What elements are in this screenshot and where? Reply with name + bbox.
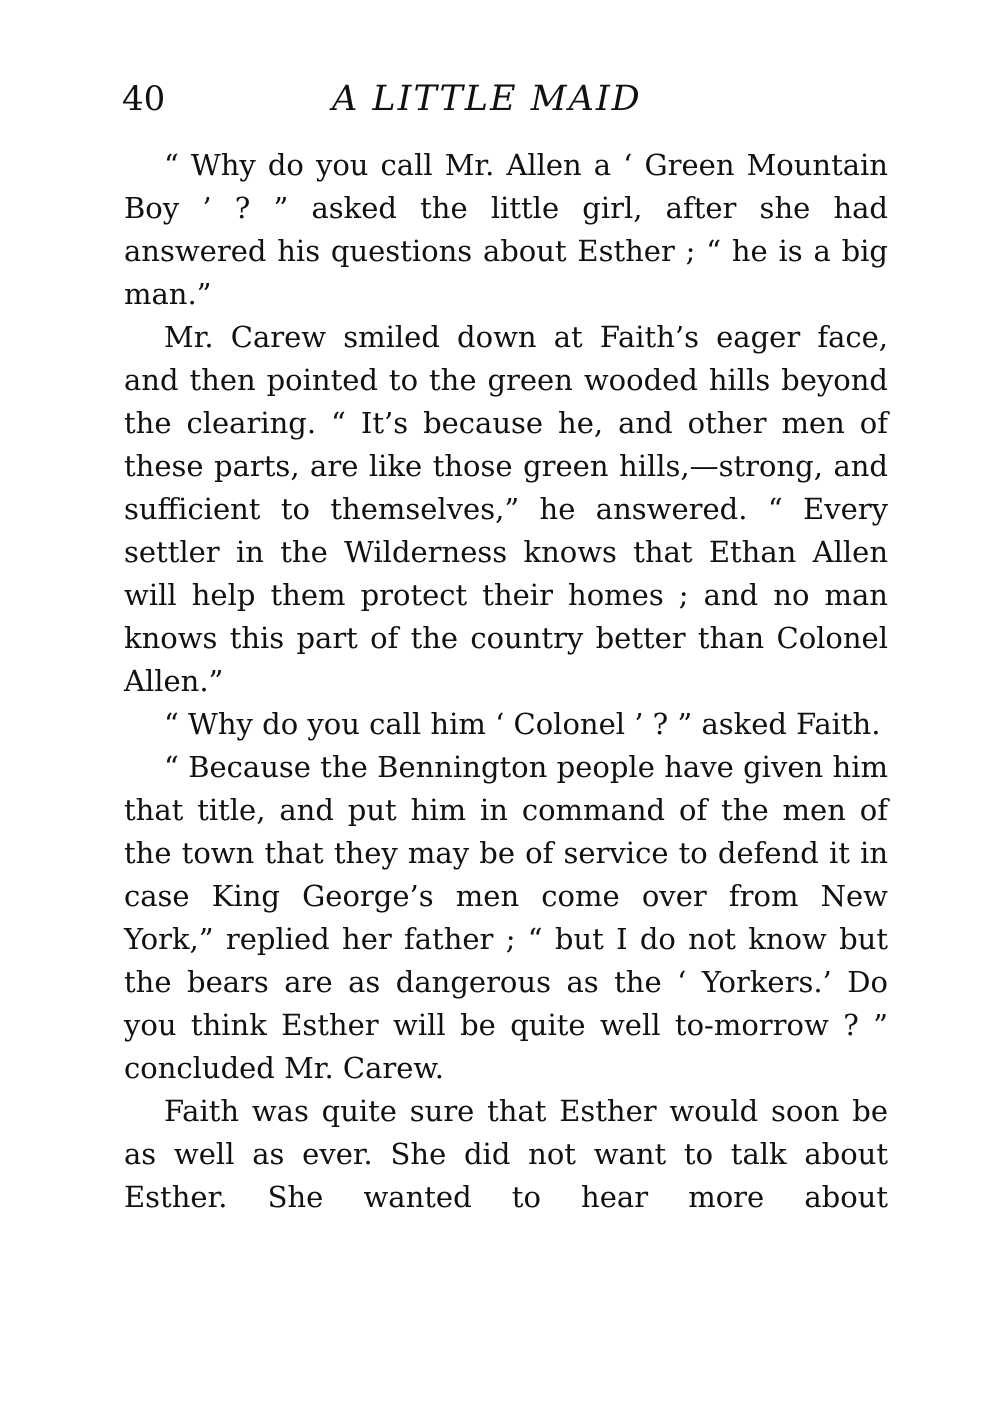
page-number: 40 — [122, 79, 166, 119]
book-title: A LITTLE MAID — [332, 79, 642, 119]
paragraph-carew-answer: Mr. Carew smiled down at Faith’s eager face, and then pointed to the green wooded hills beyond the clearing. “ It’s because he, and other men of these parts, are like those green hills,—strong, and sufficient to themselves,” he answered. “ Every settler in the Wilderness knows that Ethan Allen will help them protect their homes ; and no man knows this part of the country better than Colonel Allen.” — [124, 320, 888, 698]
paragraph-green-mountain-question: “ Why do you call Mr. Allen a ‘ Green Mountain Boy ’ ? ” asked the little girl, after she had answered his questions about Esther ; “ he is a big man.” — [124, 148, 888, 311]
paragraph-faith-esther: Faith was quite sure that Esther would soon be as well as ever. She did not want to talk about Esther. She wanted to hear more about — [124, 1094, 888, 1214]
paragraph-colonel-question: “ Why do you call him ‘ Colonel ’ ? ” asked Faith. — [164, 707, 881, 741]
running-head — [122, 76, 888, 122]
paragraph-bennington-answer: “ Because the Bennington people have given him that title, and put him in command of the men of the town that they may be of service to defend it in case King George’s men come over from New York,” replied her father ; “ but I do not know but the bears are as dangerous as the ‘ Yorkers.’ Do you think Esther will be quite well to-morrow ? ” concluded Mr. Carew. — [124, 750, 888, 1085]
body-text — [124, 144, 888, 1219]
